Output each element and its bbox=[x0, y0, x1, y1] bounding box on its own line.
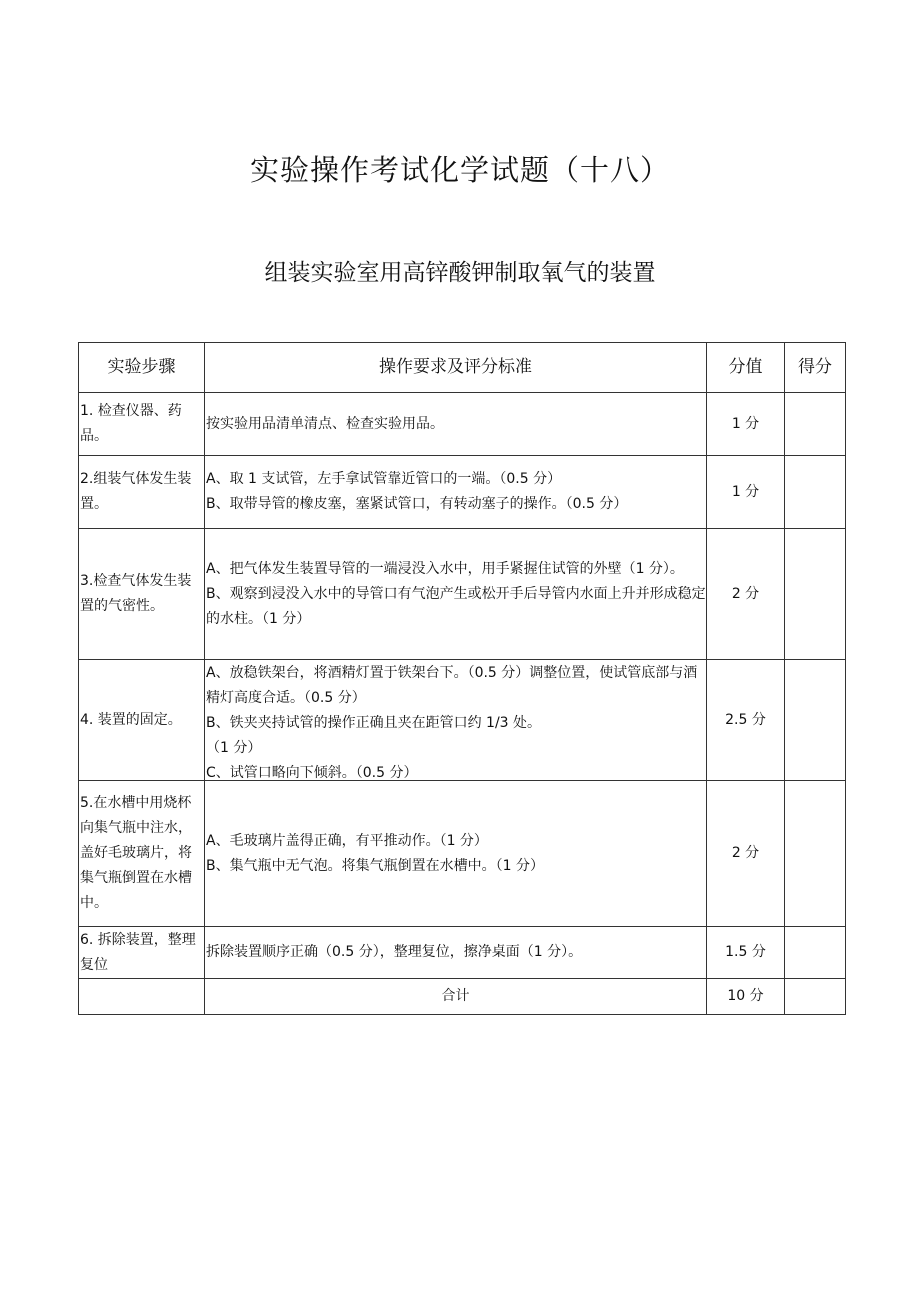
row-score-cell[interactable] bbox=[785, 393, 846, 456]
row-step: 3.检查气体发生装置的气密性。 bbox=[79, 529, 205, 660]
requirement-line: （1 分） bbox=[206, 740, 262, 756]
row-step: 6. 拆除装置，整理复位 bbox=[79, 927, 205, 979]
table-row bbox=[79, 660, 846, 781]
requirement-line: 按实验用品清单清点、检查实验用品。 bbox=[206, 415, 444, 432]
requirement-line: B、集气瓶中无气泡。将集气瓶倒置在水槽中。（1 分） bbox=[206, 857, 544, 874]
requirement-line: C、试管口略向下倾斜。（0.5 分） bbox=[206, 765, 418, 779]
row-requirement bbox=[205, 393, 707, 456]
requirement-line: A、毛玻璃片盖得正确，有平推动作。（1 分） bbox=[206, 832, 488, 849]
table-row bbox=[79, 393, 846, 456]
requirement-line: B、观察到浸没入水中的导管口有气泡产生或松开手后导管内水面上升并形成稳定的水柱。（1 分） bbox=[206, 585, 706, 627]
requirement-line: A、把气体发生装置导管的一端浸没入水中，用手紧握住试管的外壁（1 分）。 bbox=[206, 560, 684, 577]
row-step: 2.组装气体发生装置。 bbox=[79, 456, 205, 529]
table-header-row bbox=[79, 343, 846, 393]
table-row bbox=[79, 781, 846, 927]
row-points: 1 分 bbox=[707, 393, 785, 456]
row-score-cell[interactable] bbox=[785, 927, 846, 979]
row-step: 4. 装置的固定。 bbox=[79, 660, 205, 781]
header-points: 分值 bbox=[707, 343, 785, 393]
requirement-line: A、取 1 支试管，左手拿试管靠近管口的一端。（0.5 分） bbox=[206, 471, 562, 487]
table-row bbox=[79, 927, 846, 979]
requirement-clip bbox=[206, 661, 706, 779]
requirement-line: A、放稳铁架台，将酒精灯置于铁架台下。（0.5 分）调整位置，使试管底部与酒精灯高度合适。（0.5 分） bbox=[206, 665, 698, 706]
table-row bbox=[79, 529, 846, 660]
row-requirement bbox=[205, 927, 707, 979]
row-step: 1. 检查仪器、药品。 bbox=[79, 393, 205, 456]
row-points: 1.5 分 bbox=[707, 927, 785, 979]
row-requirement bbox=[205, 456, 707, 529]
requirement-line: 拆除装置顺序正确（0.5 分），整理复位，擦净桌面（1 分）。 bbox=[206, 944, 583, 960]
row-points: 1 分 bbox=[707, 456, 785, 529]
table-row bbox=[79, 456, 846, 529]
total-points: 10 分 bbox=[707, 979, 785, 1015]
document-title: 实验操作考试化学试题（十八） bbox=[249, 153, 670, 187]
requirement-line: B、取带导管的橡皮塞，塞紧试管口，有转动塞子的操作。（0.5 分） bbox=[206, 496, 628, 512]
row-requirement bbox=[205, 660, 707, 781]
scoring-table bbox=[78, 342, 846, 1015]
total-row bbox=[79, 979, 846, 1015]
row-points: 2 分 bbox=[707, 529, 785, 660]
total-empty-cell bbox=[79, 979, 205, 1015]
row-score-cell[interactable] bbox=[785, 529, 846, 660]
row-step: 5.在水槽中用烧杯向集气瓶中注水，盖好毛玻璃片，将集气瓶倒置在水槽中。 bbox=[79, 781, 205, 927]
row-score-cell[interactable] bbox=[785, 781, 846, 927]
header-score: 得分 bbox=[785, 343, 846, 393]
row-points: 2 分 bbox=[707, 781, 785, 927]
row-score-cell[interactable] bbox=[785, 660, 846, 781]
total-score-cell[interactable] bbox=[785, 979, 846, 1015]
row-points: 2.5 分 bbox=[707, 660, 785, 781]
row-requirement bbox=[205, 529, 707, 660]
header-requirement: 操作要求及评分标准 bbox=[205, 343, 707, 393]
requirement-line: B、铁夹夹持试管的操作正确且夹在距管口约 1/3 处。 bbox=[206, 715, 542, 731]
document-subtitle: 组装实验室用高锌酸钾制取氧气的装置 bbox=[264, 260, 656, 286]
row-score-cell[interactable] bbox=[785, 456, 846, 529]
header-step: 实验步骤 bbox=[79, 343, 205, 393]
total-label: 合计 bbox=[205, 979, 707, 1015]
row-requirement bbox=[205, 781, 707, 927]
